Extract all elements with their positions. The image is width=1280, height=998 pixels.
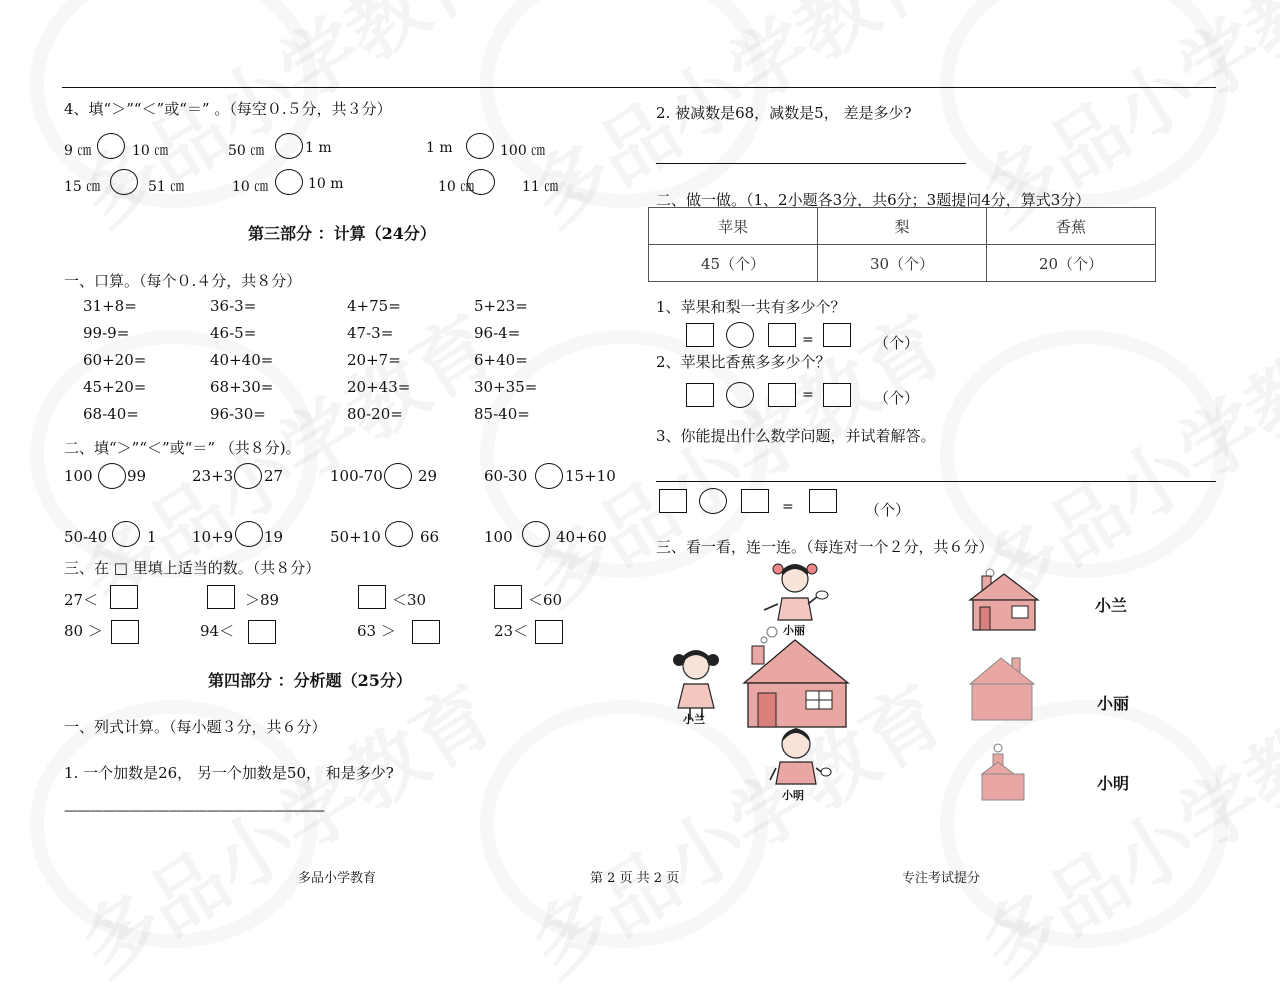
answer-box[interactable]	[111, 620, 139, 644]
matching-illustration	[660, 560, 1220, 810]
answer-box[interactable]	[686, 323, 714, 347]
answer-line[interactable]: ————————————————————	[64, 803, 324, 819]
house-one	[970, 569, 1038, 630]
answer-box[interactable]	[823, 323, 851, 347]
oral-item: 85-40=	[474, 405, 530, 423]
oral-item: 68+30=	[210, 378, 274, 396]
oral-item: 40+40=	[210, 351, 274, 369]
oral-item: 80-20=	[347, 405, 403, 423]
part3-title: 第三部分 ：计算（24分）	[248, 224, 436, 243]
oral-item: 99-9=	[83, 324, 130, 342]
footer-left: 多品小学教育	[298, 871, 377, 886]
link-title: 三、看一看，连一连。（每连对一个２分，共６分）	[656, 538, 994, 556]
answer-circle[interactable]	[98, 463, 126, 489]
oral-item: 96-4=	[474, 324, 521, 342]
answer-circle[interactable]	[112, 521, 140, 547]
answer-circle[interactable]	[726, 322, 754, 348]
table-header-pear: 梨	[818, 208, 987, 245]
answer-box[interactable]	[207, 585, 235, 609]
fill-title: 三、在 □ 里填上适当的数。（共８分）	[64, 559, 321, 577]
answer-box[interactable]	[768, 323, 796, 347]
fill-text: ＜60	[528, 591, 563, 609]
q4-text: 51 ㎝	[148, 179, 185, 195]
q4-text: 9 ㎝	[64, 143, 92, 159]
oral-item: 31+8=	[83, 297, 137, 315]
compare-text: 29	[418, 467, 438, 485]
footer-page-number: 第 2 页 共 2 页	[590, 871, 680, 886]
fill-text: 94＜	[200, 622, 235, 640]
do-q3: 3、你能提出什么数学问题，并试着解答。	[656, 427, 936, 445]
compare-text: 66	[420, 528, 440, 546]
girl-xiaolan-figure	[673, 650, 719, 720]
compare-text: 50+10	[330, 528, 381, 546]
table-cell-apple: 45（个）	[649, 245, 818, 282]
q4-text: 100 ㎝	[500, 143, 546, 159]
table-header-apple: 苹果	[649, 208, 818, 245]
name-xiaoli[interactable]: 小丽	[1097, 694, 1130, 713]
q4-text: 10 m	[308, 176, 344, 192]
fill-text: 27＜	[64, 591, 99, 609]
answer-circle[interactable]	[235, 521, 263, 547]
compare-text: 50-40	[64, 528, 108, 546]
oral-title: 一、口算。（每个０.４分，共８分）	[64, 272, 302, 290]
answer-circle[interactable]	[110, 169, 138, 195]
answer-circle[interactable]	[699, 488, 727, 514]
name-xiaolan[interactable]: 小兰	[1095, 596, 1128, 615]
oral-item: 20+43=	[347, 378, 411, 396]
q4-text: 1 m	[305, 140, 332, 156]
answer-circle[interactable]	[275, 133, 303, 159]
answer-circle[interactable]	[385, 521, 413, 547]
answer-circle[interactable]	[234, 463, 262, 489]
list-q1: 1. 一个加数是26， 另一个加数是50， 和是多少?	[64, 764, 394, 782]
answer-box[interactable]	[248, 620, 276, 644]
q4-text: 11 ㎝	[522, 179, 559, 195]
oral-item: 46-5=	[210, 324, 257, 342]
oral-item: 30+35=	[474, 378, 538, 396]
answer-line[interactable]	[656, 163, 966, 164]
answer-box[interactable]	[741, 489, 769, 513]
q4-text: 10 ㎝	[132, 143, 169, 159]
answer-box[interactable]	[494, 585, 522, 609]
equals-sign: =	[782, 499, 794, 515]
oral-item: 68-40=	[83, 405, 139, 423]
compare-text: 23+3	[192, 467, 234, 485]
answer-circle[interactable]	[522, 521, 550, 547]
house-three	[982, 744, 1024, 800]
q4-text: 10 ㎝	[438, 179, 475, 195]
q4-text: 50 ㎝	[228, 143, 265, 159]
answer-box[interactable]	[412, 620, 440, 644]
fill-text: 63 ＞	[357, 622, 396, 640]
compare-text: 1	[147, 528, 157, 546]
compare-text: 10+9	[192, 528, 234, 546]
oral-item: 6+40=	[474, 351, 528, 369]
compare-text: 100-70	[330, 467, 383, 485]
q4-text: 1 m	[426, 140, 453, 156]
q4-text: 10 ㎝	[232, 179, 269, 195]
answer-circle[interactable]	[275, 169, 303, 195]
oral-item: 4+75=	[347, 297, 401, 315]
name-xiaoming[interactable]: 小明	[1097, 774, 1130, 793]
answer-circle[interactable]	[384, 463, 412, 489]
boy-xiaoming-figure	[770, 728, 831, 784]
answer-line[interactable]	[656, 481, 1216, 482]
equals-sign: =	[802, 332, 814, 348]
label-xiaoli: 小丽	[783, 624, 805, 637]
answer-circle[interactable]	[466, 133, 494, 159]
table-cell-pear: 30（个）	[818, 245, 987, 282]
answer-box[interactable]	[110, 585, 138, 609]
part4-title: 第四部分 ：分析题（25分）	[208, 671, 412, 690]
compare-text: 100	[64, 467, 93, 485]
answer-circle[interactable]	[467, 169, 495, 195]
compare-text: 60-30	[484, 467, 528, 485]
answer-box[interactable]	[535, 620, 563, 644]
unit-label: （个）	[865, 501, 911, 519]
table-header-banana: 香蕉	[987, 208, 1156, 245]
do-q2: 2、苹果比香蕉多多少个？	[656, 353, 831, 371]
oral-item: 5+23=	[474, 297, 528, 315]
answer-circle[interactable]	[97, 133, 125, 159]
compare-text: 27	[264, 467, 284, 485]
oral-item: 96-30=	[210, 405, 266, 423]
list-title: 一、列式计算。（每小题３分，共６分）	[64, 718, 327, 736]
answer-circle[interactable]	[535, 463, 563, 489]
fill-text: 80 ＞	[64, 622, 103, 640]
list-q2: 2. 被减数是68，减数是5， 差是多少?	[656, 104, 912, 122]
equals-sign: =	[802, 387, 814, 403]
girl-xiaoli-figure	[764, 564, 828, 620]
answer-box[interactable]	[768, 383, 796, 407]
fill-text: ＜30	[392, 591, 427, 609]
oral-item: 45+20=	[83, 378, 147, 396]
label-xiaoming: 小明	[782, 789, 804, 802]
unit-label: （个）	[874, 334, 920, 352]
unit-label: （个）	[874, 389, 920, 407]
fill-text: 23＜	[494, 622, 529, 640]
answer-circle[interactable]	[726, 382, 754, 408]
oral-item: 36-3=	[210, 297, 257, 315]
do-title: 二、做一做。（1、2小题各3分，共6分；3题提问4分，算式3分）	[656, 191, 1091, 209]
compare-text: 99	[127, 467, 147, 485]
q4-title: 4、填“＞”“＜”或“＝” 。（每空０.５分，共３分）	[64, 100, 392, 118]
house-two	[970, 658, 1034, 720]
compare-text: 19	[264, 528, 284, 546]
compare-text: 100	[484, 528, 513, 546]
do-q1: 1、苹果和梨一共有多少个？	[656, 298, 846, 316]
oral-item: 47-3=	[347, 324, 394, 342]
footer-right: 专注考试提分	[902, 871, 981, 886]
table-cell-banana: 20（个）	[987, 245, 1156, 282]
compare-title: 二、填“＞”“＜”或“＝” （共８分)。	[64, 439, 301, 457]
compare-text: 40+60	[556, 528, 607, 546]
answer-box[interactable]	[659, 489, 687, 513]
fill-text: ＞89	[245, 591, 280, 609]
oral-item: 20+7=	[347, 351, 401, 369]
label-xiaolan: 小兰	[683, 713, 705, 726]
answer-box[interactable]	[686, 383, 714, 407]
q4-text: 15 ㎝	[64, 179, 101, 195]
compare-text: 15+10	[565, 467, 616, 485]
answer-box[interactable]	[809, 489, 837, 513]
header-rule	[62, 87, 1216, 88]
fruit-table	[648, 207, 1156, 282]
big-house	[744, 627, 848, 727]
answer-box[interactable]	[823, 383, 851, 407]
oral-item: 60+20=	[83, 351, 147, 369]
answer-box[interactable]	[358, 585, 386, 609]
